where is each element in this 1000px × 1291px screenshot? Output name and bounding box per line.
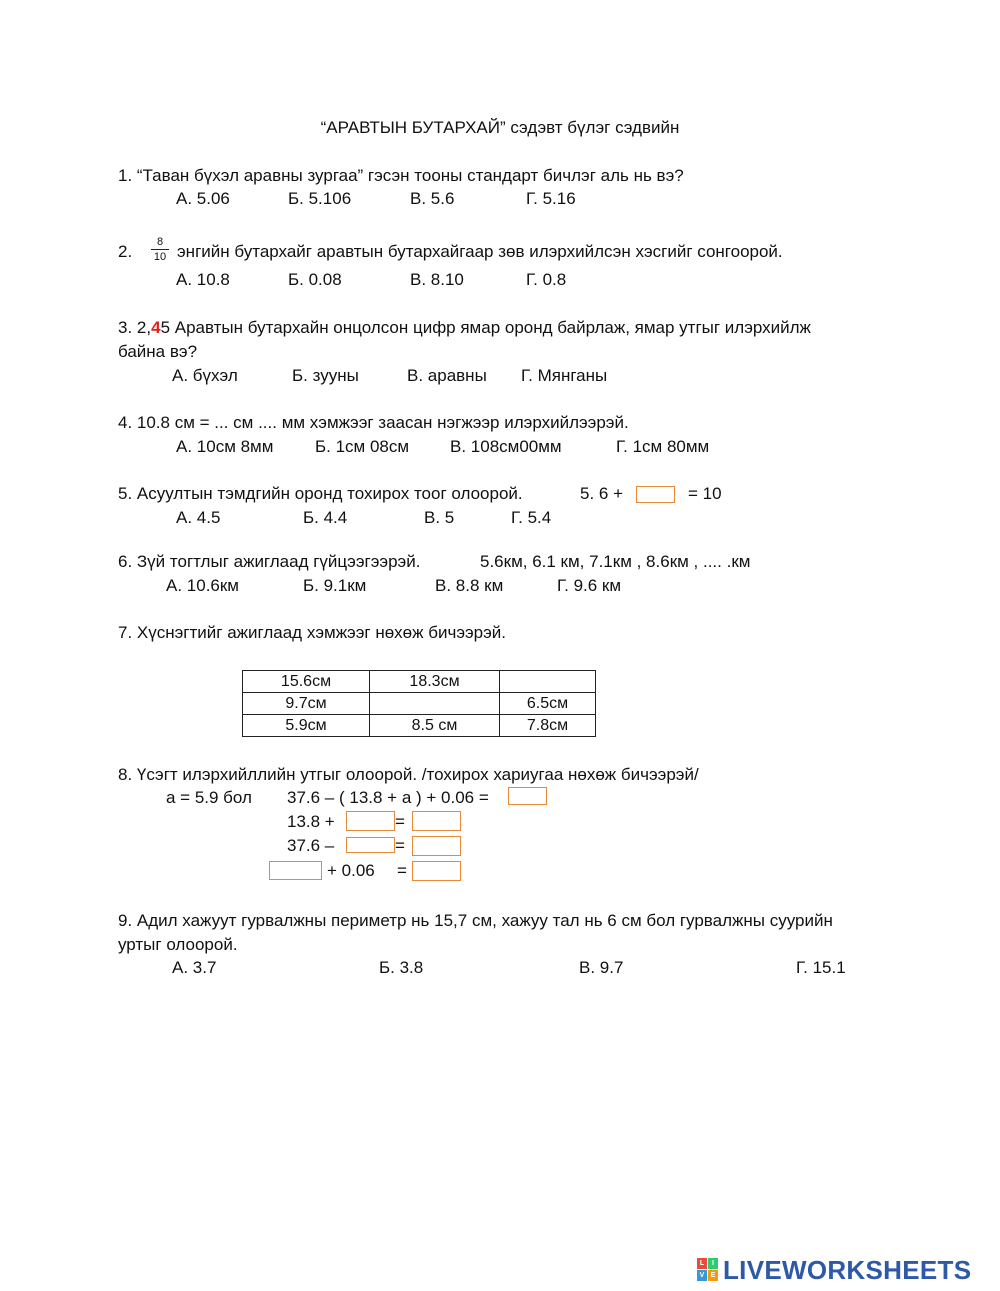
table-cell: 8.5 см: [370, 715, 500, 737]
q8-step3-equals: =: [397, 861, 407, 880]
q2-fraction-numerator: 8: [156, 236, 164, 248]
q1-option-b: Б. 5.106: [288, 189, 352, 208]
q2-option-b: Б. 0.08: [288, 270, 342, 289]
q8-step2-input[interactable]: [346, 837, 395, 853]
q5-expression-right: = 10: [688, 484, 722, 503]
logo-mark-icon: [697, 1258, 719, 1282]
table-cell: 15.6см: [243, 671, 370, 693]
q6-option-b: Б. 9.1км: [303, 576, 367, 595]
q1-option-d: Г. 5.16: [526, 189, 576, 208]
question-1-text: 1. “Таван бүхэл аравны зургаа” гэсэн тооны стандарт бичлэг аль нь вэ?: [118, 166, 684, 185]
q9-option-c: В. 9.7: [579, 958, 624, 977]
logo-text: LIVEWORKSHEETS: [723, 1255, 972, 1285]
q3-option-a: А. бүхэл: [172, 366, 238, 385]
q8-step2-equals: =: [395, 836, 405, 855]
question-3-text: [118, 318, 811, 338]
q8-step1-result-input[interactable]: [412, 811, 461, 831]
q6-option-d: Г. 9.6 км: [557, 576, 622, 595]
q8-step3-input[interactable]: [269, 861, 322, 880]
logo-letter: I: [708, 1258, 718, 1269]
q8-given: a = 5.9 бол: [166, 788, 252, 807]
table-cell: 6.5см: [500, 693, 596, 715]
logo-letter: L: [697, 1258, 707, 1269]
question-5-text: 5. Асуултын тэмдгийн оронд тохирох тоог олоорой.: [118, 484, 523, 503]
q3-highlighted-digit: 4: [151, 318, 161, 337]
q5-option-b: Б. 4.4: [303, 508, 348, 527]
fraction-bar: [151, 249, 169, 250]
table-row: [243, 693, 596, 715]
question-6-text: 6. Зүй тогтлыг ажиглаад гүйцээгээрэй.: [118, 552, 421, 571]
q4-option-a: А. 10см 8мм: [176, 437, 274, 456]
q8-step1-equals: =: [395, 812, 405, 831]
q2-fraction-denominator: 10: [153, 251, 167, 263]
q4-option-c: В. 108см00мм: [450, 437, 562, 456]
worksheet-title: “АРАВТЫН БУТАРХАЙ” сэдэвт бүлэг сэдвийн: [320, 118, 680, 137]
table-cell-empty[interactable]: [500, 671, 596, 693]
q9-option-a: А. 3.7: [172, 958, 217, 977]
q4-option-b: Б. 1см 08см: [315, 437, 410, 456]
q6-option-a: А. 10.6км: [166, 576, 239, 595]
question-2-text: энгийн бутархайг аравтын бутархайгаар зөв илэрхийлсэн хэсгийг сонгоорой.: [177, 242, 783, 261]
question-4-text: 4. 10.8 см = ... см .... мм хэмжээг заасан нэгжээр илэрхийлээрэй.: [118, 413, 629, 432]
table-row: [243, 715, 596, 737]
q5-expression-left: 5. 6 +: [580, 484, 624, 503]
q9-option-b: Б. 3.8: [379, 958, 424, 977]
question-3-line2: байна вэ?: [118, 342, 198, 361]
q8-step3-result-input[interactable]: [412, 861, 461, 881]
q3-option-b: Б. зууны: [292, 366, 359, 385]
q2-option-a: А. 10.8: [176, 270, 230, 289]
q8-step1-input[interactable]: [346, 811, 395, 831]
q1-option-a: А. 5.06: [176, 189, 230, 208]
q8-result-input[interactable]: [508, 787, 547, 805]
q8-step2-label: 37.6 –: [287, 836, 335, 855]
q2-fraction: [150, 236, 170, 263]
q5-answer-input[interactable]: [636, 486, 675, 503]
q5-option-d: Г. 5.4: [511, 508, 552, 527]
question-2-number: 2.: [118, 242, 133, 261]
q8-step1-label: 13.8 +: [287, 812, 335, 831]
question-7-text: 7. Хүснэгтийг ажиглаад хэмжээг нөхөж бичээрэй.: [118, 623, 507, 642]
q6-option-c: В. 8.8 км: [435, 576, 504, 595]
table-row: [243, 671, 596, 693]
q2-option-d: Г. 0.8: [526, 270, 567, 289]
logo-letter: V: [697, 1270, 707, 1281]
q5-option-a: А. 4.5: [176, 508, 221, 527]
measurement-table: [242, 670, 596, 737]
logo-letter: E: [708, 1270, 718, 1281]
q4-option-d: Г. 1см 80мм: [616, 437, 710, 456]
question-8-text: 8. Үсэгт илэрхийллийн утгыг олоорой. /тохирох хариугаа нөхөж бичээрэй/: [118, 765, 699, 784]
q8-expression: 37.6 – ( 13.8 + a ) + 0.06 =: [287, 788, 489, 807]
q3-prefix: 3. 2,: [118, 318, 152, 337]
question-9-line2: уртыг олоорой.: [118, 935, 238, 954]
q5-option-c: В. 5: [424, 508, 455, 527]
table-cell: 18.3см: [370, 671, 500, 693]
q8-step2-result-input[interactable]: [412, 836, 461, 856]
q3-suffix: 5 Аравтын бутархайн онцолсон цифр ямар оронд байрлаж, ямар утгыг илэрхийлж: [160, 318, 811, 337]
table-cell: 5.9см: [243, 715, 370, 737]
q9-option-d: Г. 15.1: [796, 958, 846, 977]
q8-step3-label: + 0.06: [327, 861, 375, 880]
table-cell-empty[interactable]: [370, 693, 500, 715]
q1-option-c: В. 5.6: [410, 189, 455, 208]
q3-option-d: Г. Мянганы: [521, 366, 608, 385]
q6-sequence: 5.6км, 6.1 км, 7.1км , 8.6км , .... .км: [480, 552, 751, 571]
q2-option-c: В. 8.10: [410, 270, 464, 289]
q3-option-c: В. аравны: [407, 366, 487, 385]
table-cell: 7.8см: [500, 715, 596, 737]
table-cell: 9.7см: [243, 693, 370, 715]
question-9-line1: 9. Адил хажуут гурвалжны периметр нь 15,7 см, хажуу тал нь 6 см бол гурвалжны суурийн: [118, 911, 833, 930]
